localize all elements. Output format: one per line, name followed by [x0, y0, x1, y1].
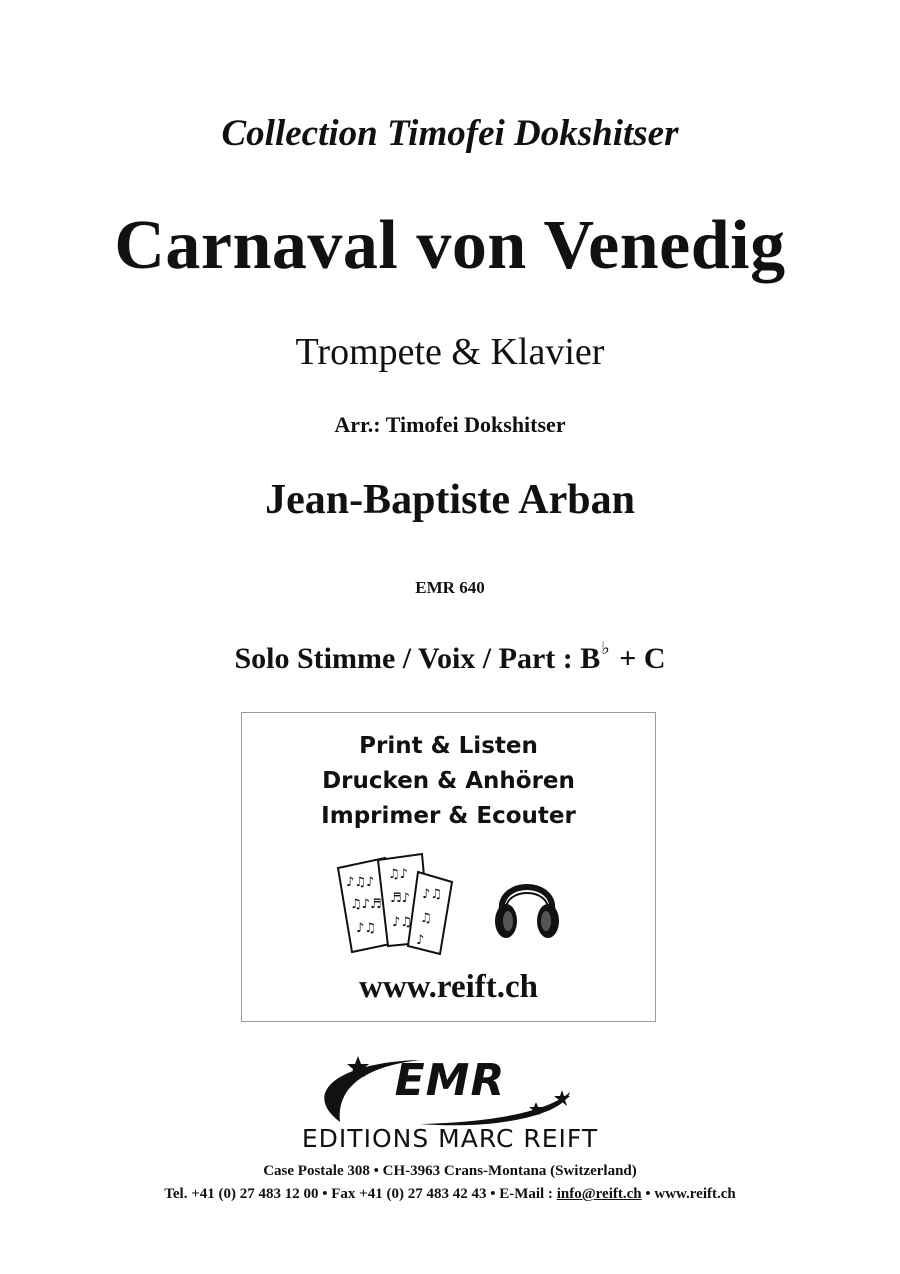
promo-line-french: Imprimer & Ecouter: [321, 803, 576, 829]
svg-text:♫♪: ♫♪: [388, 867, 408, 882]
website-text: • www.reift.ch: [641, 1186, 736, 1202]
catalog-number: EMR 640: [415, 578, 485, 597]
promo-line-german: Drucken & Anhören: [322, 768, 575, 794]
svg-text:♪: ♪: [416, 933, 425, 948]
promo-url-link[interactable]: www.reift.ch: [358, 969, 539, 1005]
publisher-name: EDITIONS MARC REIFT: [301, 1124, 599, 1153]
flat-sign: ♭: [601, 638, 610, 658]
promo-line-english: Print & Listen: [359, 733, 538, 759]
svg-text:♫♪♬: ♫♪♬: [350, 897, 382, 912]
svg-text:♪♫: ♪♫: [356, 921, 376, 936]
work-title: Carnaval von Venedig: [114, 207, 786, 284]
sheet-music-icon: [330, 850, 465, 955]
collection-title: Collection Timofei Dokshitser: [221, 113, 679, 154]
part-suffix: + C: [611, 642, 666, 675]
part-prefix: Solo Stimme / Voix / Part : B: [234, 642, 601, 675]
composer: Jean-Baptiste Arban: [265, 477, 635, 523]
svg-text:♪♫♪: ♪♫♪: [346, 875, 375, 890]
print-listen-box[interactable]: [241, 712, 656, 1022]
svg-text:♫: ♫: [420, 911, 432, 926]
email-link[interactable]: info@reift.ch: [556, 1186, 642, 1202]
phone-fax: Tel. +41 (0) 27 483 12 00 • Fax +41 (0) 27 483 42 43 • E-Mail :: [164, 1186, 557, 1202]
publisher-address: Case Postale 308 • CH-3963 Crans-Montana (Switzerland): [263, 1163, 637, 1179]
part-designation: [0, 638, 900, 676]
svg-text:♪♫: ♪♫: [422, 887, 442, 902]
svg-text:♪♫: ♪♫: [392, 915, 412, 930]
emr-logo-mark: EMR: [394, 1055, 506, 1106]
publisher-contact: [0, 1186, 900, 1203]
arranger: Arr.: Timofei Dokshitser: [334, 412, 566, 437]
instrumentation: Trompete & Klavier: [295, 331, 605, 373]
svg-text:♬♪: ♬♪: [390, 891, 410, 906]
headphones-icon: [492, 865, 562, 943]
